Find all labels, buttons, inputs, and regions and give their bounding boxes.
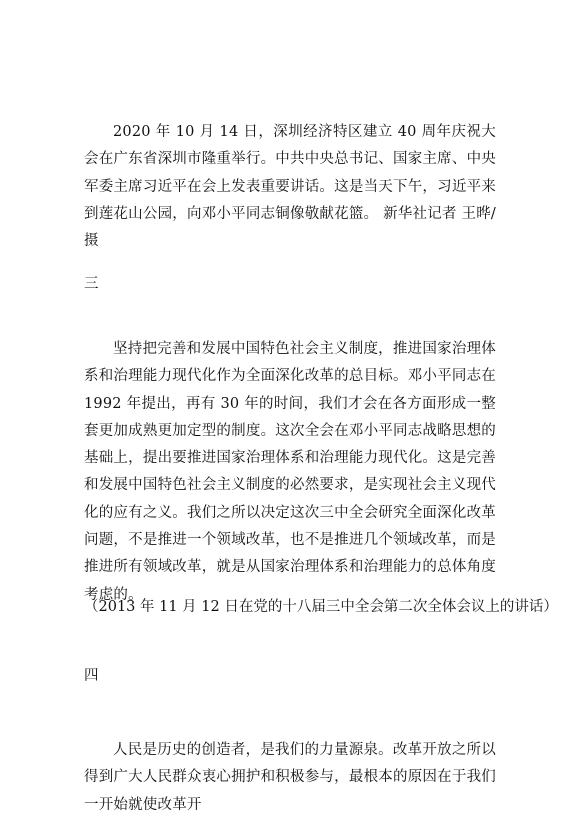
section-4-paragraph: 人民是历史的创造者，是我们的力量源泉。改革开放之所以得到广大人民群众衷心拥护和积极参与，最根本的原因在于我们一开始就使改革开 <box>84 742 496 813</box>
section-heading-4: 四 <box>84 668 99 684</box>
speech-source-note: （2013 年 11 月 12 日在党的十八届三中全会第二次全体会议上的讲话） <box>84 599 558 615</box>
photo-caption-paragraph: 2020 年 10 月 14 日，深圳经济特区建立 40 周年庆祝大会在广东省深圳市隆重举行。中共中央总书记、国家主席、中央军委主席习近平在会上发表重要讲话。这是当天下午，习近平来到莲花山公园，向邓小平同志铜像敬献花篮。 新华社记者 王晔/摄 <box>84 124 496 250</box>
section-heading-3: 三 <box>84 276 99 292</box>
section-3-paragraph: 坚持把完善和发展中国特色社会主义制度，推进国家治理体系和治理能力现代化作为全面深化改革的总目标。邓小平同志在 1992 年提出，再有 30 年的时间，我们才会在各方面形成一整套更加成熟更加定型的制度。这次全会在邓小平同志战略思想的基础上，提出要推进国家治理体系和治理能力现代化。这是完善和发展中国特色社会主义制度的必然要求，是实现社会主义现代化的应有之义。我们之所以决定这次三中全会研究全面深化改革问题，不是推进一个领域改革，也不是推进几个领域改革，而是推进所有领域改革，就是从国家治理体系和治理能力的总体角度考虑的。 <box>84 341 496 603</box>
